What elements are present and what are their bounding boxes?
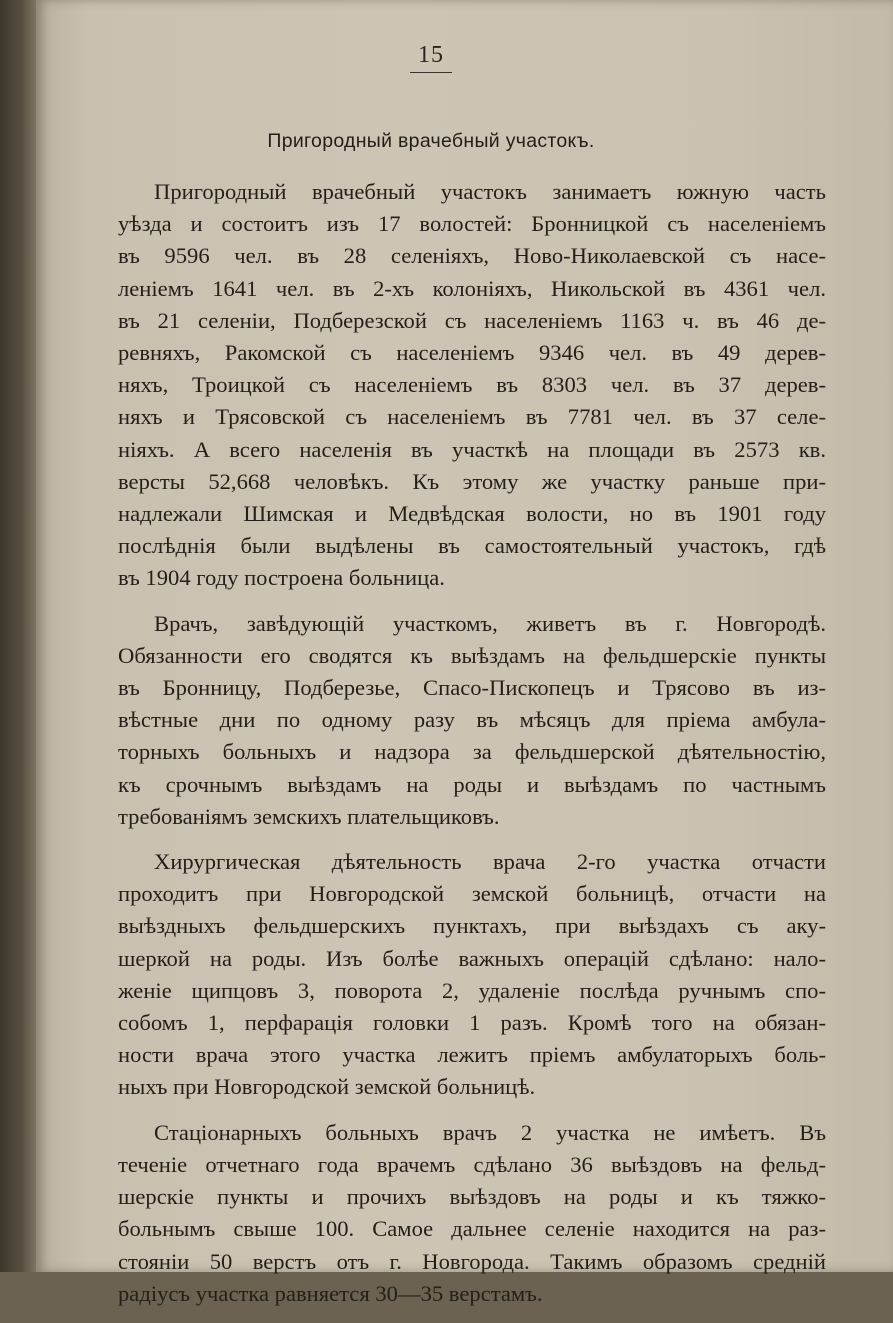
text-line: больнымъ свыше 100. Самое дальнее селеніе находится на раз- (118, 1216, 826, 1242)
text-line: ныхъ при Новгородской земской больницѣ. (118, 1074, 536, 1100)
text-line: стояніи 50 верстъ отъ г. Новгорода. Такимъ образомъ средній (118, 1248, 826, 1274)
text-line: собомъ 1, перфарація головки 1 разъ. Кромѣ того на обязан- (118, 1010, 826, 1036)
text-line: въ 9596 чел. въ 28 селеніяхъ, Ново-Николаевской съ насе- (118, 243, 826, 269)
text-line: радіусъ участка равняется 30—35 верстамъ. (118, 1280, 543, 1306)
text-line: женіе щипцовъ 3, поворота 2, удаленіе послѣда ручнымъ спо- (118, 977, 826, 1003)
text-line: Хирургическая дѣятельность врача 2-го участка отчасти (154, 849, 826, 875)
text-line: шерскіе пункты и прочихъ выѣздовъ на роды и къ тяжко- (118, 1184, 826, 1210)
text-line: надлежали Шимская и Медвѣдская волости, но въ 1901 году (118, 501, 826, 527)
text-line: въ 1904 году построена больница. (118, 565, 445, 591)
text-line: ревняхъ, Ракомской съ населеніемъ 9346 чел. въ 49 дерев- (118, 340, 826, 366)
text-line: въ 21 селеніи, Подберезской съ населеніемъ 1163 ч. въ 46 де- (118, 307, 826, 333)
text-line: Пригородный врачебный участокъ занимаетъ южную часть (154, 179, 826, 204)
text-line: шеркой на роды. Изъ болѣе важныхъ операцій сдѣлано: нало- (118, 945, 826, 971)
text-line: послѣднія были выдѣлены въ самостоятельный участокъ, гдѣ (118, 533, 826, 559)
paragraph (118, 608, 826, 833)
page-number: 15 (410, 42, 452, 73)
text-line: вѣстные дни по одному разу въ мѣсяцъ для пріема амбула- (118, 707, 826, 733)
text-line: теченіе отчетнаго года врачемъ сдѣлано 36 выѣздовъ на фельд- (118, 1151, 826, 1177)
text-line: леніемъ 1641 чел. въ 2-хъ колоніяхъ, Никольской въ 4361 чел. (118, 275, 826, 301)
paragraph (118, 176, 826, 595)
text-line: версты 52,668 человѣкъ. Къ этому же участку раньше при- (118, 468, 826, 494)
text-line: торныхъ больныхъ и надзора за фельдшерской дѣятельностію, (118, 739, 826, 765)
text-line: Стаціонарныхъ больныхъ врачъ 2 участка не имѣетъ. Въ (154, 1119, 826, 1145)
text-line: проходитъ при Новгородской земской больницѣ, отчасти на (118, 881, 826, 907)
text-line: няхъ и Трясовской съ населеніемъ въ 7781 чел. въ 37 селе- (118, 404, 826, 430)
text-line: Обязанности его сводятся къ выѣздамъ на фельдшерскіе пункты (118, 642, 826, 668)
text-line: требованіямъ земскихъ плательщиковъ. (118, 803, 500, 829)
text-line: ніяхъ. А всего населенія въ участкѣ на площади въ 2573 кв. (118, 436, 826, 462)
paragraph (118, 1117, 826, 1310)
text-line: въ Бронницу, Подберезье, Спасо-Пископецъ и Трясово въ из- (118, 675, 826, 701)
text-line: няхъ, Троицкой съ населеніемъ въ 8303 чел. въ 37 дерев- (118, 372, 826, 398)
section-heading: Пригородный врачебный участокъ. (267, 130, 595, 152)
text-line: ности врача этого участка лежитъ пріемъ амбулаторыхъ боль- (118, 1042, 826, 1068)
book-binding-shadow (0, 0, 36, 1272)
book-page (36, 0, 893, 1306)
text-line: Врачъ, завѣдующій участкомъ, живетъ въ г. Новгородѣ. (154, 610, 826, 636)
paragraph (118, 846, 826, 1104)
text-line: уѣзда и состоитъ изъ 17 волостей: Бронницкой съ населеніемъ (118, 211, 826, 237)
text-line: къ срочнымъ выѣздамъ на роды и выѣздамъ по частнымъ (118, 771, 826, 797)
text-line: выѣздныхъ фельдшерскихъ пунктахъ, при выѣздахъ съ аку- (118, 913, 826, 939)
body-text (118, 176, 826, 1323)
